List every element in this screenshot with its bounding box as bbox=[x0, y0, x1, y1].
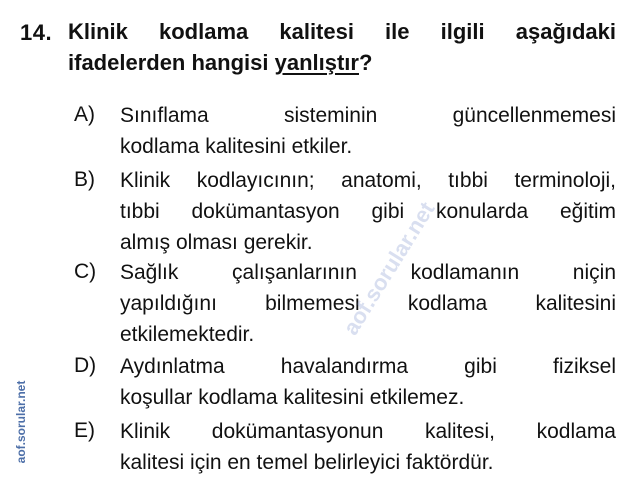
option-d-letter: D) bbox=[74, 354, 97, 377]
option-a-letter: A) bbox=[74, 103, 95, 126]
option-e-letter: E) bbox=[74, 419, 95, 442]
option-e-line-2: kalitesi için en temel belirleyici faktördür. bbox=[120, 451, 494, 474]
diagonal-watermark: aof.sorular.net bbox=[338, 197, 440, 340]
option-d-line-2: koşullar kodlama kalitesini etkilemez. bbox=[120, 386, 465, 409]
option-d-text bbox=[120, 351, 616, 413]
option-c-line-3: etkilemektedir. bbox=[120, 323, 255, 346]
option-a[interactable] bbox=[74, 100, 616, 162]
option-e[interactable] bbox=[74, 416, 616, 478]
question-line-2-prefix: ifadelerden hangisi bbox=[68, 50, 275, 75]
question-text bbox=[68, 16, 616, 78]
question-line-1: Klinik kodlama kalitesi ile ilgili aşağıdaki bbox=[68, 19, 616, 44]
option-b-line-2: tıbbi dokümantasyon gibi konularda eğitim bbox=[120, 200, 616, 223]
question-emphasis-word: yanlıştır bbox=[274, 50, 359, 75]
side-watermark: aof.sorular.net bbox=[14, 380, 28, 464]
question-line-2-suffix: ? bbox=[358, 50, 373, 75]
option-c-line-2: yapıldığını bilmemesi kodlama kalitesini bbox=[120, 292, 616, 315]
option-b-letter: B) bbox=[74, 168, 95, 191]
option-b-line-1: Klinik kodlayıcının; anatomi, tıbbi terminoloji, bbox=[120, 169, 616, 192]
option-b-text bbox=[120, 165, 616, 258]
option-d[interactable] bbox=[74, 351, 616, 413]
option-c-letter: C) bbox=[74, 260, 97, 283]
option-e-text bbox=[120, 416, 616, 478]
option-a-line-2: kodlama kalitesini etkiler. bbox=[120, 135, 353, 158]
option-a-text bbox=[120, 100, 616, 162]
option-b[interactable] bbox=[74, 165, 616, 258]
option-b-line-3: almış olması gerekir. bbox=[120, 231, 313, 254]
option-c-line-1: Sağlık çalışanlarının kodlamanın niçin bbox=[120, 261, 616, 284]
option-c[interactable] bbox=[74, 257, 616, 350]
option-d-line-1: Aydınlatma havalandırma gibi fiziksel bbox=[120, 355, 616, 378]
option-e-line-1: Klinik dokümantasyonun kalitesi, kodlama bbox=[120, 420, 616, 443]
question-line-2 bbox=[68, 47, 616, 78]
option-a-line-1: Sınıflama sisteminin güncellenmemesi bbox=[120, 104, 616, 127]
question-number: 14. bbox=[20, 20, 53, 45]
